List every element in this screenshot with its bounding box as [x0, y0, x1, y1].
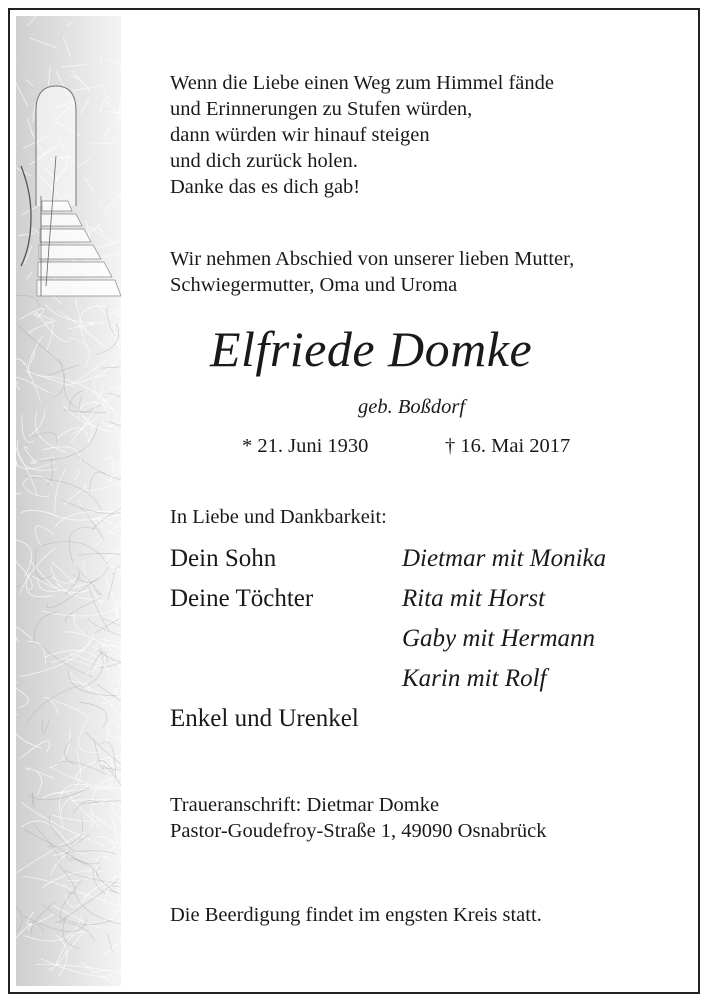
funeral-note: Die Beerdigung findet im engsten Kreis statt.: [170, 904, 542, 926]
family-label-grandchildren: Enkel und Urenkel: [170, 705, 359, 732]
poem-line-4: und dich zurück holen.: [170, 150, 358, 172]
birth-date: * 21. Juni 1930: [242, 435, 369, 457]
farewell-line-1: Wir nehmen Abschied von unserer lieben Mutter,: [170, 248, 575, 270]
poem-line-1: Wenn die Liebe einen Weg zum Himmel fände: [170, 72, 554, 94]
poem-line-5: Danke das es dich gab!: [170, 176, 361, 198]
death-date: † 16. Mai 2017: [445, 435, 571, 457]
family-label-son: Dein Sohn: [170, 545, 277, 572]
farewell-line-2: Schwiegermutter, Oma und Uroma: [170, 274, 458, 296]
obituary-content: [170, 10, 698, 992]
address-line-2: Pastor-Goudefroy-Straße 1, 49090 Osnabrück: [170, 820, 547, 842]
poem-line-3: dann würden wir hinauf steigen: [170, 124, 430, 146]
obituary-card: [8, 8, 700, 994]
family-name-daughter-2: Gaby mit Hermann: [402, 625, 596, 652]
staircase-illustration: [16, 16, 121, 986]
poem-line-2: und Erinnerungen zu Stufen würden,: [170, 98, 473, 120]
gratitude-line: In Liebe und Dankbarkeit:: [170, 506, 387, 528]
family-name-daughter-3: Karin mit Rolf: [402, 665, 547, 692]
maiden-name: geb. Boßdorf: [358, 396, 466, 418]
family-name-daughter-1: Rita mit Horst: [402, 585, 546, 612]
deceased-name: Elfriede Domke: [210, 321, 533, 377]
family-label-daughters: Deine Töchter: [170, 585, 314, 612]
family-name-son: Dietmar mit Monika: [402, 545, 607, 572]
address-line-1: Traueranschrift: Dietmar Domke: [170, 794, 440, 816]
